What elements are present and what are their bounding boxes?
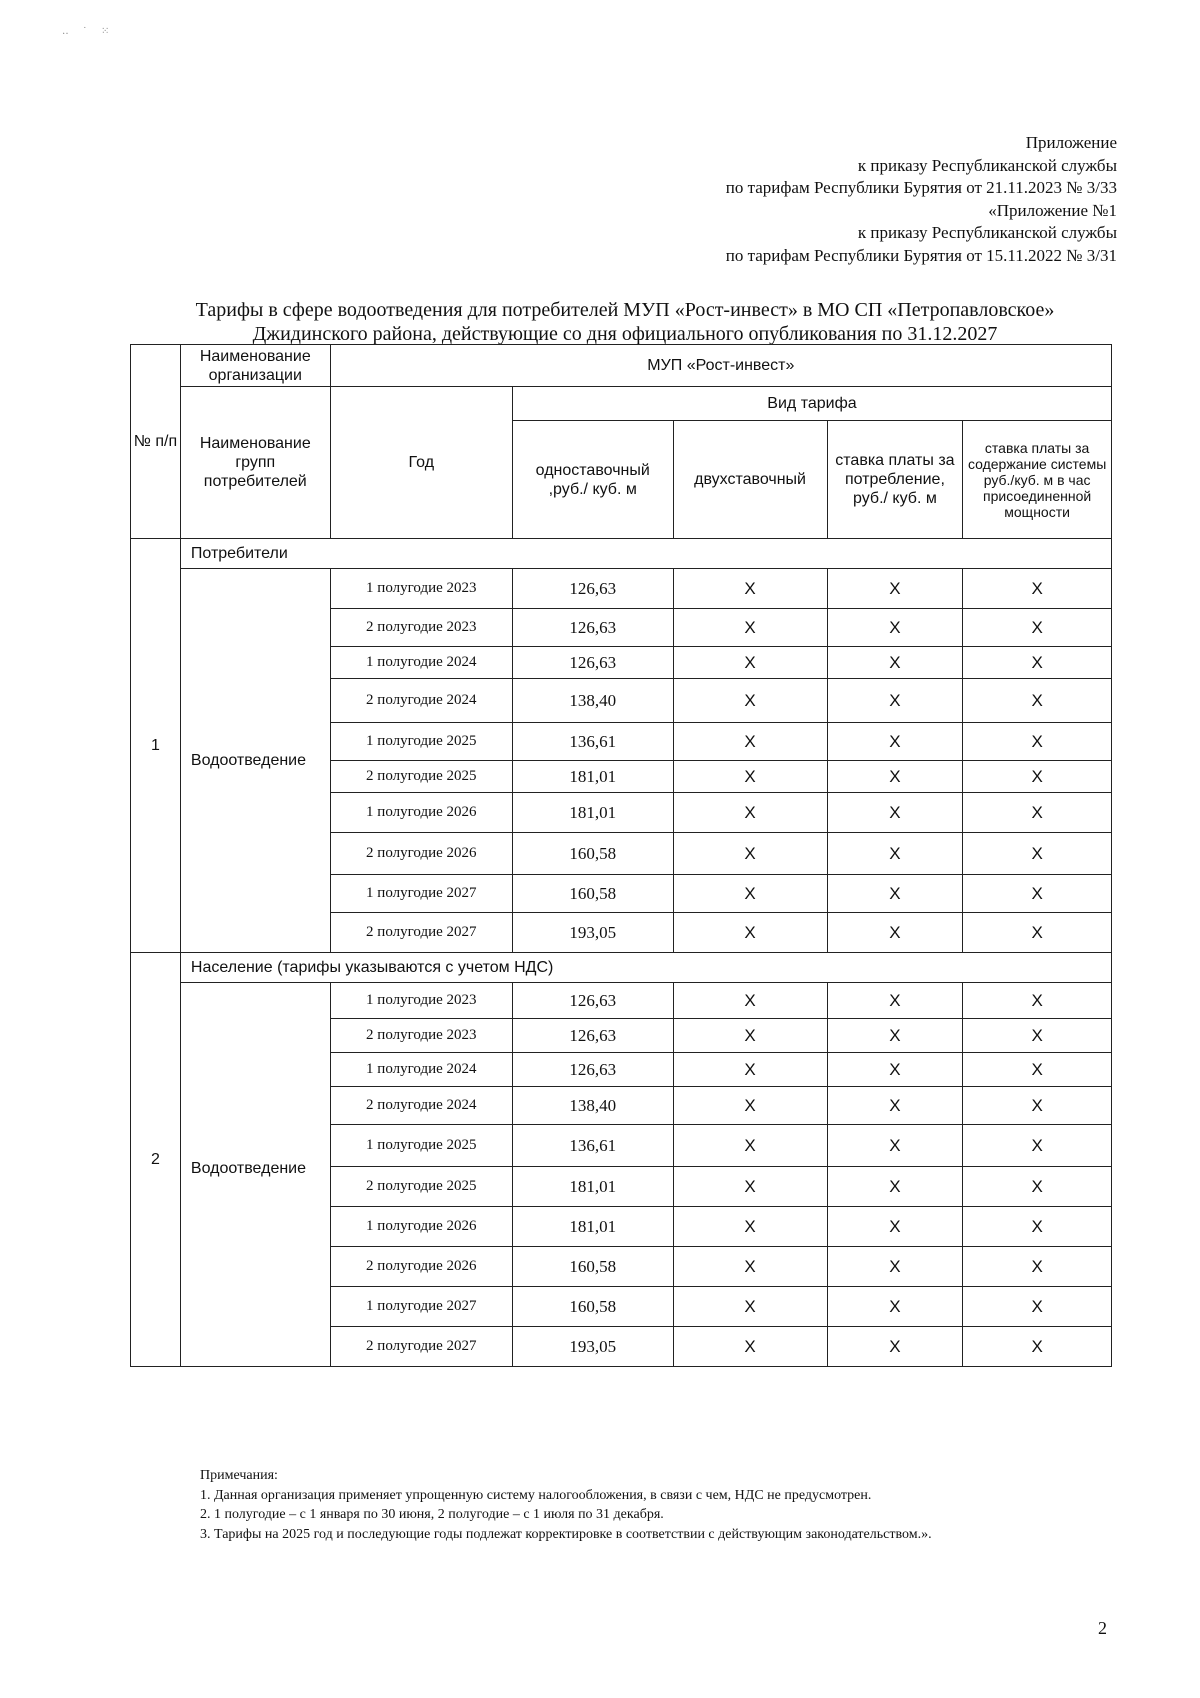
period-cell: 2 полугодие 2023 xyxy=(330,1019,512,1053)
header-year: Год xyxy=(330,387,512,539)
two-rate-value: X xyxy=(673,569,827,609)
page-number: 2 xyxy=(1098,1618,1107,1638)
single-rate-value: 138,40 xyxy=(512,679,673,723)
two-rate-value: X xyxy=(673,1053,827,1087)
header-org-label: Наименование организации xyxy=(180,345,330,387)
period-cell: 1 полугодие 2023 xyxy=(330,983,512,1019)
consumption-rate-value: X xyxy=(827,1287,963,1327)
maintenance-rate-value: X xyxy=(963,1287,1112,1327)
title-line-1: Тарифы в сфере водоотведения для потребителей МУП «Рост-инвест» в МО СП «Петропавловское» xyxy=(195,299,1055,321)
maintenance-rate-value: X xyxy=(963,1125,1112,1167)
two-rate-value: X xyxy=(673,609,827,647)
single-rate-value: 126,63 xyxy=(512,647,673,679)
header-org-name: МУП «Рост-инвест» xyxy=(330,345,1111,387)
period-cell: 1 полугодие 2025 xyxy=(330,1125,512,1167)
note-item: 1. Данная организация применяет упрощенную систему налогообложения, в связи с чем, НДС не предусмотрен. xyxy=(200,1487,872,1503)
consumption-rate-value: X xyxy=(827,647,963,679)
single-rate-value: 126,63 xyxy=(512,1019,673,1053)
approval-line: по тарифам Республики Бурятия от 15.11.2022 № 3/31 xyxy=(725,245,1117,265)
maintenance-rate-value: X xyxy=(963,1053,1112,1087)
consumption-rate-value: X xyxy=(827,875,963,913)
service-name: Водоотведение xyxy=(180,983,330,1367)
single-rate-value: 160,58 xyxy=(512,875,673,913)
maintenance-rate-value: X xyxy=(963,1207,1112,1247)
table-row xyxy=(131,983,1112,1019)
consumption-rate-value: X xyxy=(827,609,963,647)
consumption-rate-value: X xyxy=(827,1167,963,1207)
two-rate-value: X xyxy=(673,679,827,723)
period-cell: 2 полугодие 2025 xyxy=(330,1167,512,1207)
consumption-rate-value: X xyxy=(827,1053,963,1087)
period-cell: 2 полугодие 2027 xyxy=(330,913,512,953)
consumption-rate-value: X xyxy=(827,1087,963,1125)
title-line-2: Джидинского района, действующие со дня официального опубликования по 31.12.2027 xyxy=(252,323,998,345)
two-rate-value: X xyxy=(673,1247,827,1287)
header-row-org xyxy=(131,345,1112,387)
maintenance-rate-value: X xyxy=(963,1019,1112,1053)
header-consumption-rate: ставка платы за потребление, руб./ куб. м xyxy=(827,421,963,539)
consumption-rate-value: X xyxy=(827,723,963,761)
single-rate-value: 193,05 xyxy=(512,913,673,953)
notes-heading: Примечания: xyxy=(200,1468,278,1483)
group-row xyxy=(131,953,1112,983)
period-cell: 1 полугодие 2027 xyxy=(330,875,512,913)
header-single-rate: одноставочный ,руб./ куб. м xyxy=(512,421,673,539)
group-name: Потребители xyxy=(180,539,1111,569)
maintenance-rate-value: X xyxy=(963,983,1112,1019)
approval-block xyxy=(417,132,1117,268)
maintenance-rate-value: X xyxy=(963,833,1112,875)
row-number: 2 xyxy=(131,953,181,1367)
header-row-tariff-type xyxy=(131,387,1112,421)
single-rate-value: 193,05 xyxy=(512,1327,673,1367)
single-rate-value: 136,61 xyxy=(512,723,673,761)
single-rate-value: 138,40 xyxy=(512,1087,673,1125)
single-rate-value: 126,63 xyxy=(512,609,673,647)
approval-line: по тарифам Республики Бурятия от 21.11.2023 № 3/33 xyxy=(725,178,1117,198)
period-cell: 1 полугодие 2024 xyxy=(330,647,512,679)
period-cell: 1 полугодие 2025 xyxy=(330,723,512,761)
maintenance-rate-value: X xyxy=(963,1087,1112,1125)
maintenance-rate-value: X xyxy=(963,723,1112,761)
period-cell: 1 полугодие 2026 xyxy=(330,793,512,833)
single-rate-value: 126,63 xyxy=(512,983,673,1019)
consumption-rate-value: X xyxy=(827,1327,963,1367)
header-num: № п/п xyxy=(131,345,181,539)
notes-block xyxy=(140,1466,1112,1544)
note-item: 3. Тарифы на 2025 год и последующие годы подлежат корректировке в соответствии с действующим законодательством.». xyxy=(200,1526,932,1542)
two-rate-value: X xyxy=(673,1019,827,1053)
consumption-rate-value: X xyxy=(827,679,963,723)
single-rate-value: 126,63 xyxy=(512,569,673,609)
maintenance-rate-value: X xyxy=(963,647,1112,679)
header-groups: Наименование групп потребителей xyxy=(180,387,330,539)
period-cell: 2 полугодие 2027 xyxy=(330,1327,512,1367)
maintenance-rate-value: X xyxy=(963,913,1112,953)
two-rate-value: X xyxy=(673,1087,827,1125)
two-rate-value: X xyxy=(673,723,827,761)
scan-artifact: ‥ ˙ ⁙ xyxy=(62,26,116,37)
single-rate-value: 181,01 xyxy=(512,761,673,793)
period-cell: 1 полугодие 2026 xyxy=(330,1207,512,1247)
consumption-rate-value: X xyxy=(827,833,963,875)
maintenance-rate-value: X xyxy=(963,875,1112,913)
two-rate-value: X xyxy=(673,647,827,679)
row-number: 1 xyxy=(131,539,181,953)
document-title xyxy=(130,298,1120,346)
maintenance-rate-value: X xyxy=(963,1247,1112,1287)
header-maintenance-rate: ставка платы за содержание системы руб./куб. м в час присоединенной мощности xyxy=(963,421,1112,539)
tariff-table xyxy=(130,344,1112,1367)
consumption-rate-value: X xyxy=(827,913,963,953)
period-cell: 2 полугодие 2024 xyxy=(330,1087,512,1125)
consumption-rate-value: X xyxy=(827,1247,963,1287)
period-cell: 2 полугодие 2026 xyxy=(330,833,512,875)
two-rate-value: X xyxy=(673,761,827,793)
single-rate-value: 181,01 xyxy=(512,1167,673,1207)
maintenance-rate-value: X xyxy=(963,679,1112,723)
header-two-rate: двухставочный xyxy=(673,421,827,539)
period-cell: 1 полугодие 2027 xyxy=(330,1287,512,1327)
period-cell: 2 полугодие 2023 xyxy=(330,609,512,647)
period-cell: 2 полугодие 2026 xyxy=(330,1247,512,1287)
consumption-rate-value: X xyxy=(827,761,963,793)
single-rate-value: 160,58 xyxy=(512,1287,673,1327)
table-row xyxy=(131,569,1112,609)
two-rate-value: X xyxy=(673,793,827,833)
group-name: Население (тарифы указываются с учетом НДС) xyxy=(180,953,1111,983)
two-rate-value: X xyxy=(673,913,827,953)
note-item: 2. 1 полугодие – с 1 января по 30 июня, 2 полугодие – с 1 июля по 31 декабря. xyxy=(200,1507,664,1522)
two-rate-value: X xyxy=(673,1125,827,1167)
consumption-rate-value: X xyxy=(827,1207,963,1247)
maintenance-rate-value: X xyxy=(963,609,1112,647)
maintenance-rate-value: X xyxy=(963,1327,1112,1367)
maintenance-rate-value: X xyxy=(963,569,1112,609)
period-cell: 2 полугодие 2025 xyxy=(330,761,512,793)
maintenance-rate-value: X xyxy=(963,793,1112,833)
two-rate-value: X xyxy=(673,1207,827,1247)
single-rate-value: 126,63 xyxy=(512,1053,673,1087)
two-rate-value: X xyxy=(673,833,827,875)
single-rate-value: 181,01 xyxy=(512,1207,673,1247)
consumption-rate-value: X xyxy=(827,1019,963,1053)
approval-line: Приложение xyxy=(1025,133,1117,152)
two-rate-value: X xyxy=(673,1287,827,1327)
single-rate-value: 136,61 xyxy=(512,1125,673,1167)
two-rate-value: X xyxy=(673,983,827,1019)
approval-line: «Приложение №1 xyxy=(988,200,1117,220)
period-cell: 1 полугодие 2023 xyxy=(330,569,512,609)
approval-line: к приказу Республиканской службы xyxy=(857,223,1117,243)
two-rate-value: X xyxy=(673,1167,827,1207)
service-name: Водоотведение xyxy=(180,569,330,953)
period-cell: 2 полугодие 2024 xyxy=(330,679,512,723)
group-row xyxy=(131,539,1112,569)
two-rate-value: X xyxy=(673,875,827,913)
header-tariff-type: Вид тарифа xyxy=(512,387,1111,421)
single-rate-value: 181,01 xyxy=(512,793,673,833)
consumption-rate-value: X xyxy=(827,569,963,609)
maintenance-rate-value: X xyxy=(963,1167,1112,1207)
consumption-rate-value: X xyxy=(827,983,963,1019)
single-rate-value: 160,58 xyxy=(512,1247,673,1287)
period-cell: 1 полугодие 2024 xyxy=(330,1053,512,1087)
two-rate-value: X xyxy=(673,1327,827,1367)
consumption-rate-value: X xyxy=(827,793,963,833)
single-rate-value: 160,58 xyxy=(512,833,673,875)
consumption-rate-value: X xyxy=(827,1125,963,1167)
maintenance-rate-value: X xyxy=(963,761,1112,793)
approval-line: к приказу Республиканской службы xyxy=(857,155,1117,175)
